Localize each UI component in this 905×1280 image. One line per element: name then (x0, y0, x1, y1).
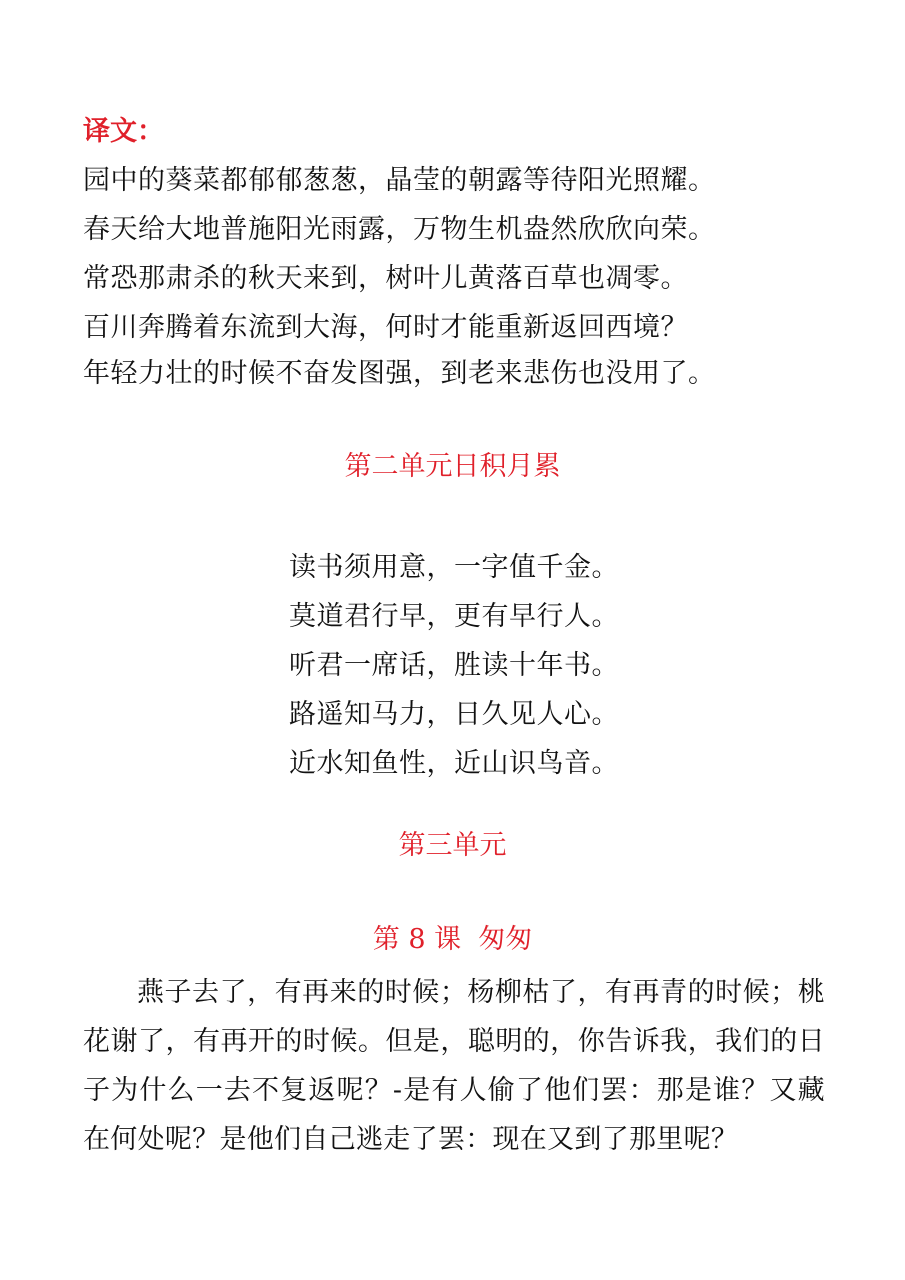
unit2-sayings (289, 543, 619, 788)
translation-line-5: 年轻力壮的时候不奋发图强，到老来悲伤也没用了。 (83, 358, 716, 389)
lesson-paragraph: 燕子去了，有再来的时候；杨柳枯了，有再青的时候；桃花谢了，有再开的时候。但是，聪明的，你告诉我，我们的日子为什么一去不复返呢？-是有人偷了他们罢：那是谁？又藏在何处呢？是他们自己逃走了罢：现在又到了那里呢？ (83, 977, 825, 1155)
saying-line-1: 读书须用意，一字值千金。 (289, 552, 619, 583)
saying-line-3: 听君一席话，胜读十年书。 (289, 650, 619, 681)
unit2-title: 第二单元日积月累 (344, 451, 561, 482)
saying-line-4: 路遥知马力，日久见人心。 (289, 699, 619, 730)
translation-line-2: 春天给大地普施阳光雨露，万物生机盎然欣欣向荣。 (83, 214, 716, 245)
unit3-title: 第三单元 (398, 830, 507, 861)
saying-line-2: 莫道君行早，更有早行人。 (289, 601, 619, 632)
translation-heading: 译文： (83, 116, 164, 147)
lesson-title: 第 8 课 匆匆 (372, 924, 533, 955)
saying-line-5: 近水知鱼性，近山识鸟音。 (289, 748, 619, 779)
translation-line-3: 常恐那肃杀的秋天来到，树叶儿黄落百草也凋零。 (83, 263, 688, 294)
translation-line-1: 园中的葵菜都郁郁葱葱，晶莹的朝露等待阳光照耀。 (83, 165, 716, 196)
translation-line-4: 百川奔腾着东流到大海，何时才能重新返回西境？ (83, 312, 688, 343)
